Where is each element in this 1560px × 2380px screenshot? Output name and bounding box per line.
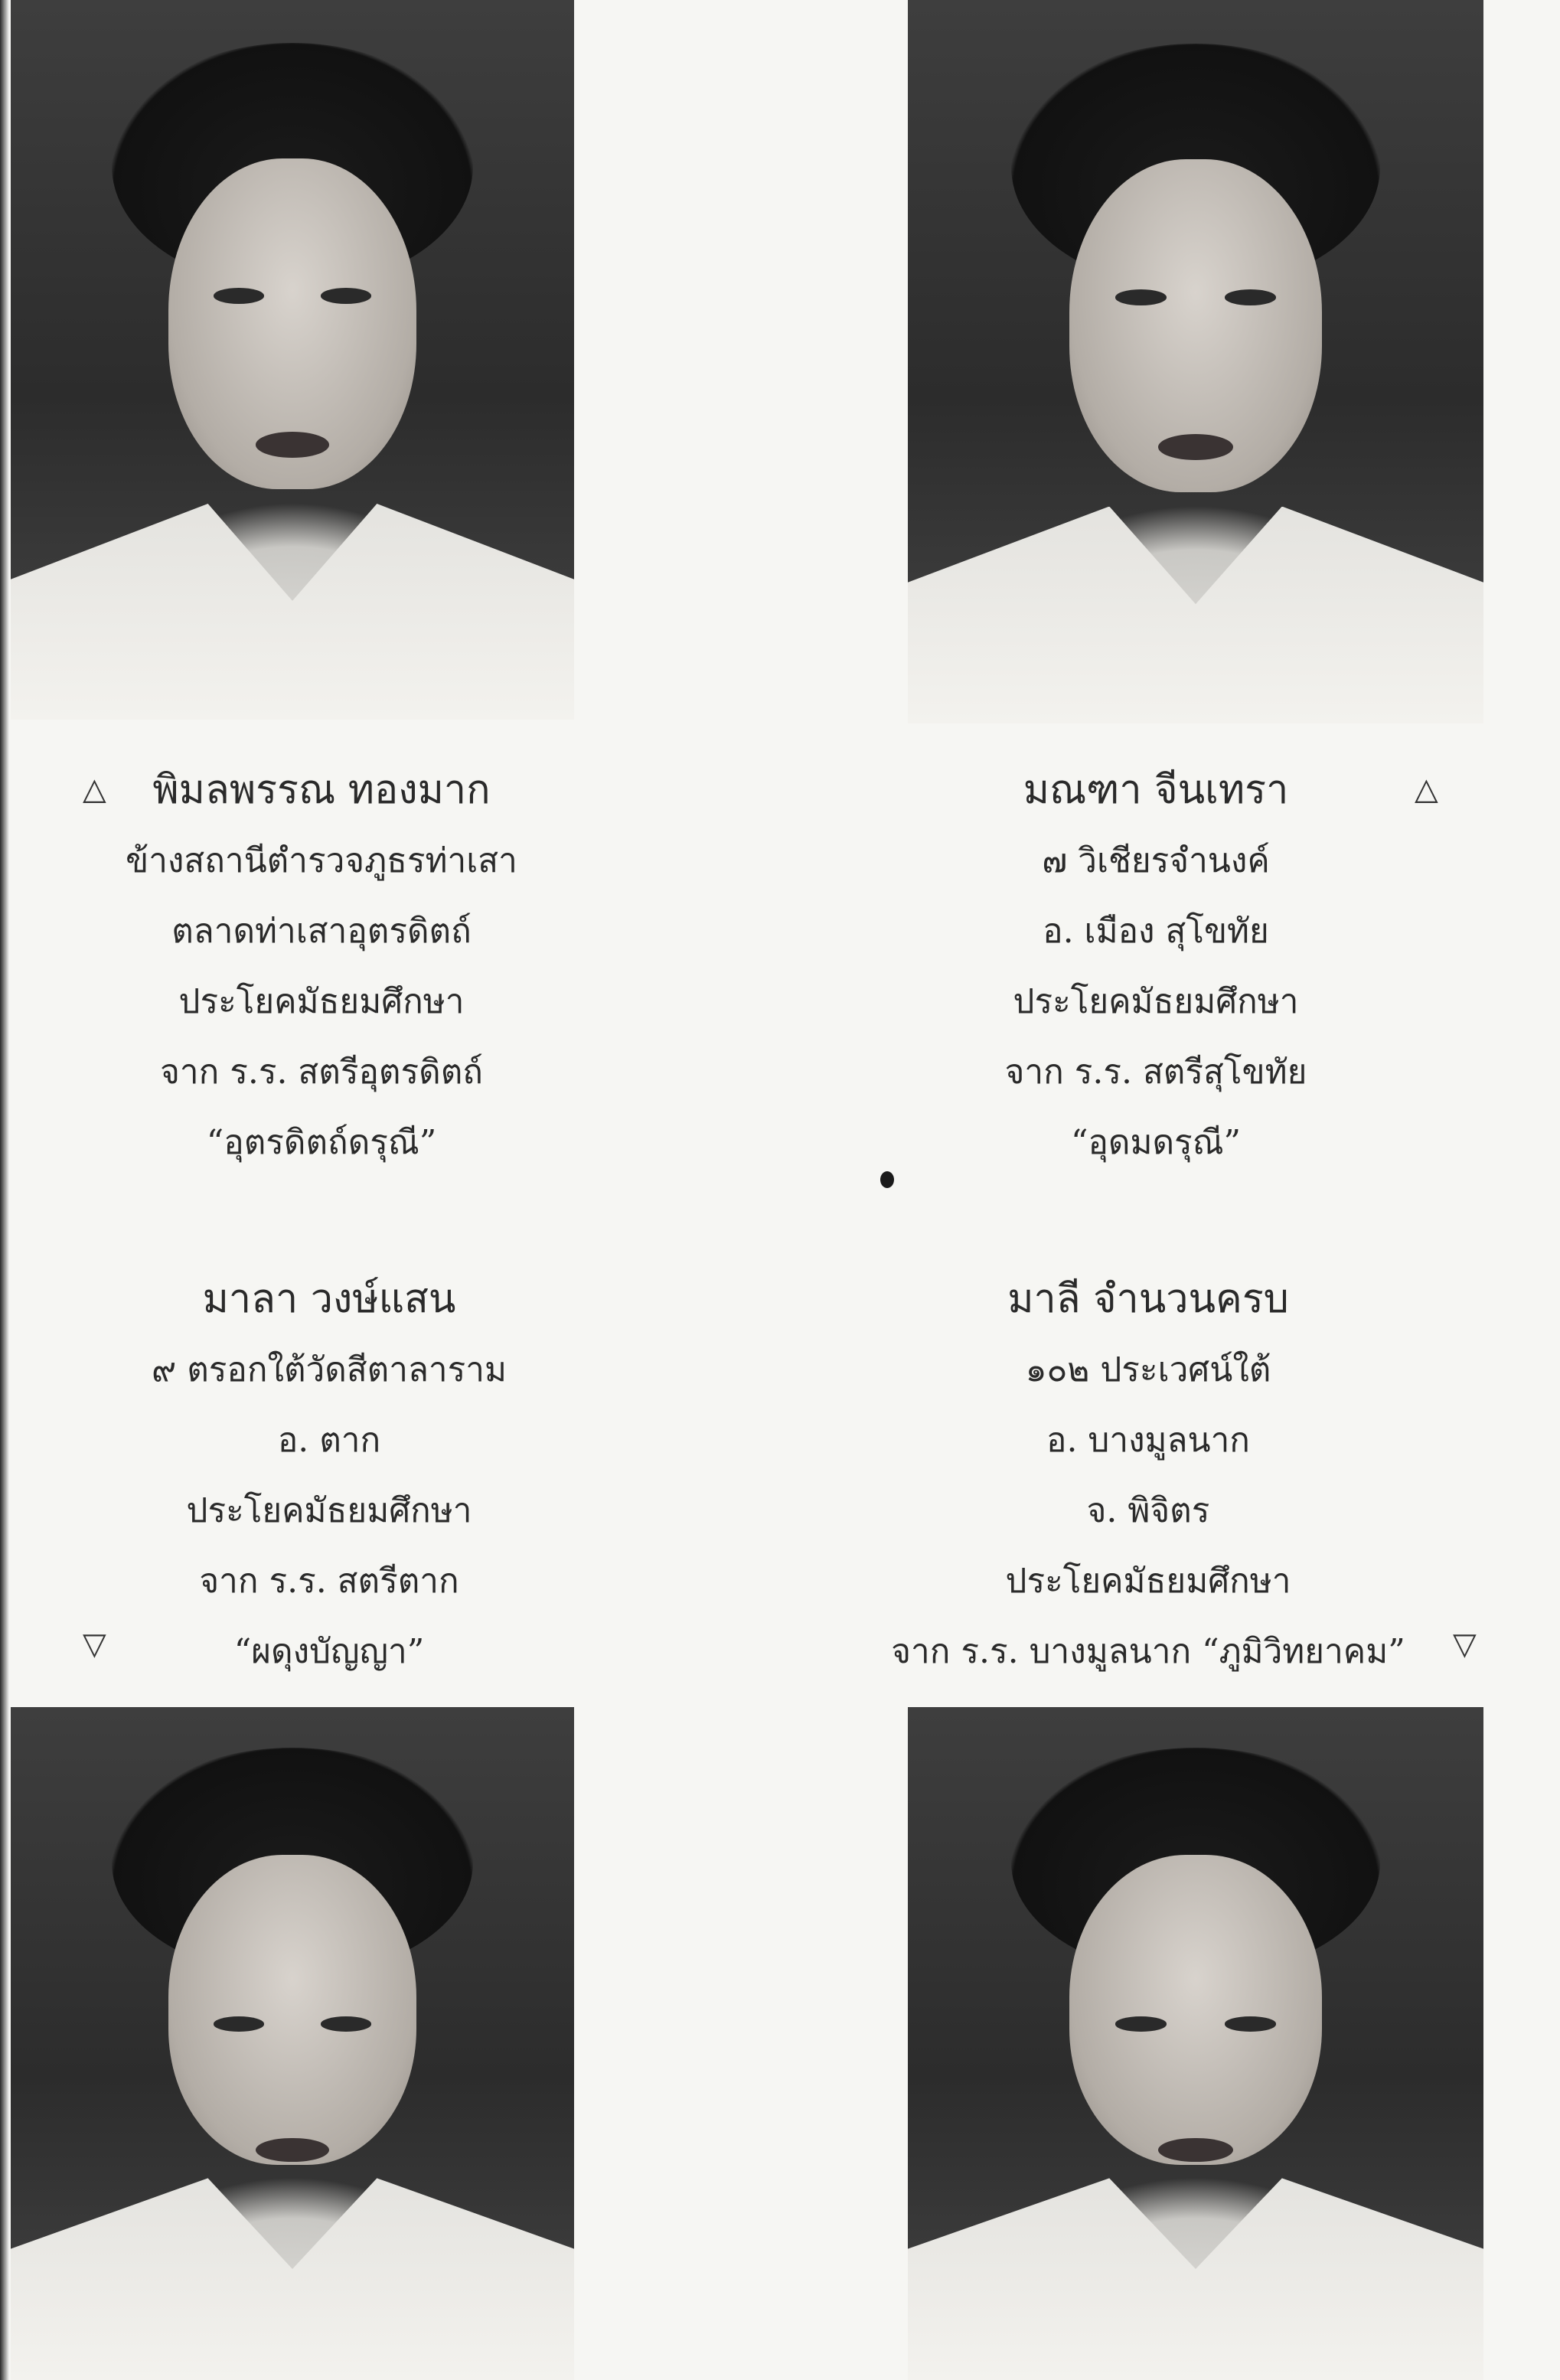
eye-left	[214, 2016, 264, 2031]
education: ประโยคมัธยมศึกษา	[186, 1491, 472, 1530]
caption-bottom-right	[873, 1263, 1424, 1687]
triangle-down-marker: ▽	[83, 1627, 106, 1662]
shirt-collar	[908, 2178, 1483, 2380]
address: ๑๐๒ ประเวศน์ใต้	[1025, 1350, 1271, 1389]
address: ๙ ตรอกใต้วัดสีตาลาราม	[152, 1350, 507, 1389]
lips	[256, 432, 329, 458]
page-edge-shadow	[0, 0, 9, 2380]
education: ประโยคมัธยมศึกษา	[1005, 1562, 1291, 1601]
portrait-photo-bottom-left	[11, 1707, 574, 2380]
portrait-photo-top-right	[908, 0, 1483, 723]
school: จาก ร.ร. สตรีอุตรดิตถ์	[160, 1053, 483, 1092]
lips	[1158, 2138, 1233, 2163]
triangle-down-marker: ▽	[1453, 1627, 1477, 1662]
eye-right	[321, 288, 371, 304]
district: อ. ตาก	[277, 1421, 381, 1460]
school: จาก ร.ร. สตรีสุโขทัย	[1004, 1053, 1307, 1092]
honor-title: “อุตรดิตถ์ดรุณี”	[206, 1123, 437, 1162]
honor-title: “อุดมดรุณี”	[1070, 1123, 1242, 1162]
caption-top-right	[957, 754, 1355, 1178]
person-name: มาลี จำนวนครบ	[1007, 1276, 1289, 1322]
province: จ. พิจิตร	[1086, 1491, 1210, 1530]
lips	[1158, 434, 1233, 460]
school: จาก ร.ร. สตรีตาก	[199, 1562, 459, 1601]
face-shape	[168, 1855, 416, 2164]
school: จาก ร.ร. บางมูลนาก “ภูมิวิทยาคม”	[891, 1632, 1405, 1671]
portrait-photo-top-left	[11, 0, 574, 720]
eye-right	[1225, 2016, 1277, 2031]
address: ข้างสถานีตำรวจภูธรท่าเสา	[126, 841, 517, 880]
shirt-collar	[11, 2178, 574, 2380]
lips	[256, 2138, 329, 2163]
shirt-collar	[908, 507, 1483, 724]
ink-dot	[880, 1171, 894, 1188]
eye-right	[321, 2016, 371, 2031]
education: ประโยคมัธยมศึกษา	[178, 982, 465, 1021]
person-name: มณฑา จีนเทรา	[1023, 767, 1289, 813]
eye-right	[1225, 289, 1277, 305]
triangle-up-marker: △	[1415, 772, 1438, 807]
education: ประโยคมัธยมศึกษา	[1013, 982, 1299, 1021]
eye-left	[1115, 289, 1167, 305]
triangle-up-marker: △	[83, 772, 106, 807]
face-shape	[1069, 1855, 1323, 2164]
honor-title: “ผดุงบัญญา”	[233, 1632, 425, 1671]
shirt-collar	[11, 504, 574, 720]
address: ๗ วิเชียรจำนงค์	[1042, 841, 1270, 880]
district: อ. เมือง สุโขทัย	[1043, 912, 1269, 951]
person-name: มาลา วงษ์แสน	[202, 1276, 456, 1322]
caption-bottom-left	[138, 1263, 521, 1687]
person-name: พิมลพรรณ ทองมาก	[152, 767, 491, 813]
district: อ. บางมูลนาก	[1046, 1421, 1250, 1460]
eye-left	[214, 288, 264, 304]
caption-top-left	[115, 754, 528, 1178]
district: ตลาดท่าเสาอุตรดิตถ์	[171, 912, 472, 951]
eye-left	[1115, 2016, 1167, 2031]
portrait-photo-bottom-right	[908, 1707, 1483, 2380]
